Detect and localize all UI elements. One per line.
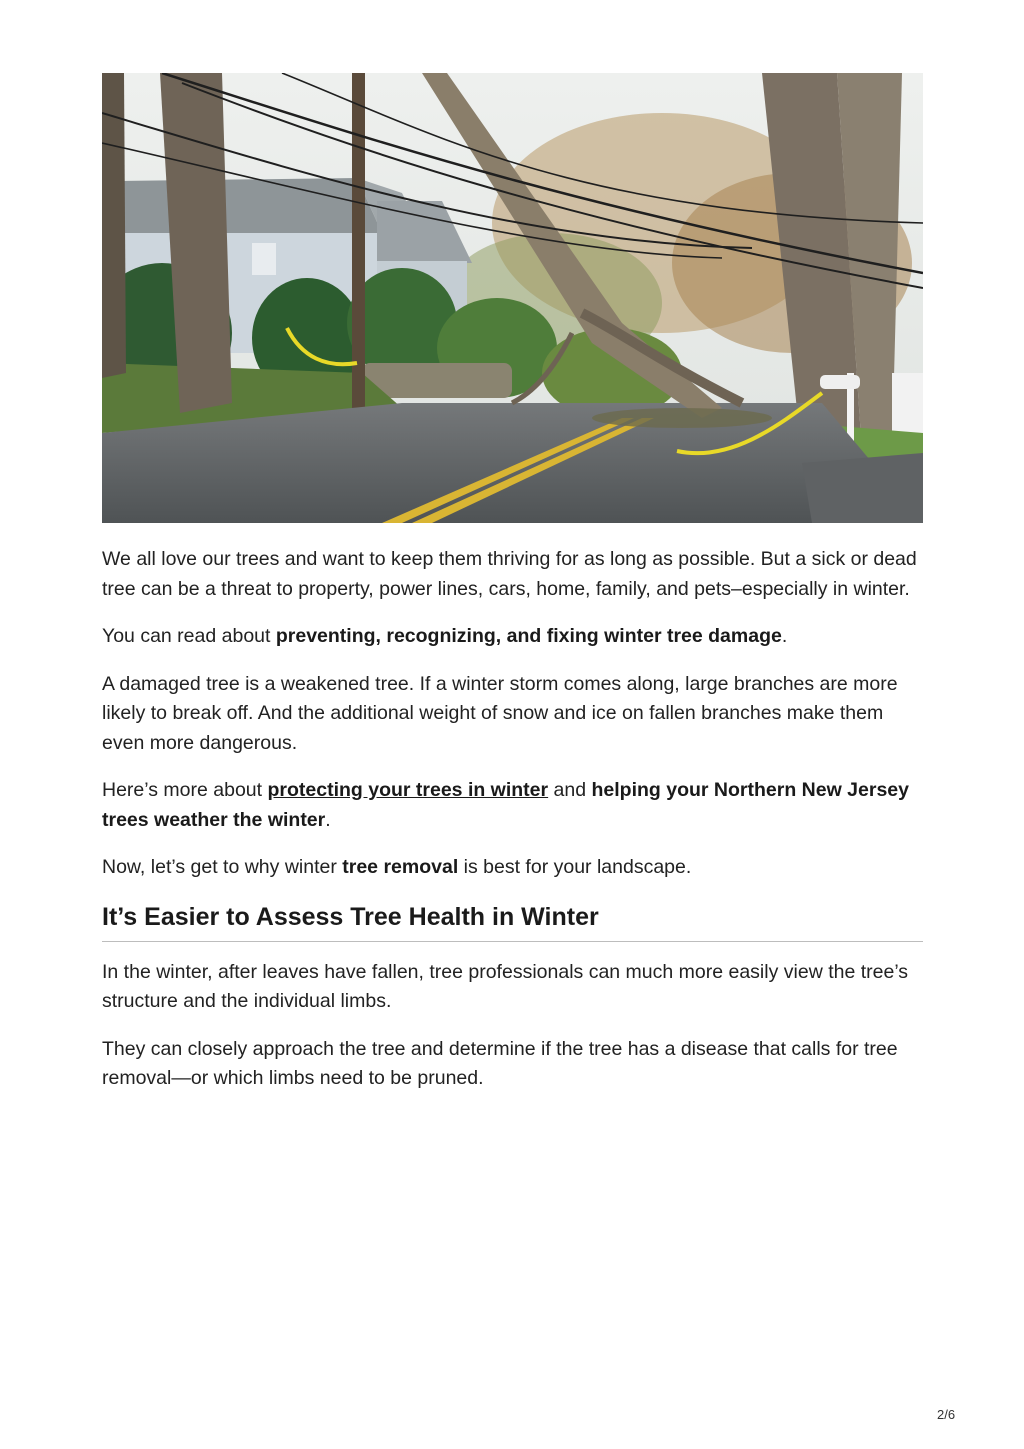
approach-tree-paragraph: They can closely approach the tree and determine if the tree has a disease that calls for tree removal—or which limbs need to be pruned. <box>102 1037 898 1089</box>
tree-removal-paragraph: Now, let’s get to why winter tree removal is best for your landscape. <box>102 856 692 878</box>
northern-nj-bold: helping your Northern New Jersey trees weather the winter <box>102 779 909 831</box>
hero-image <box>102 73 923 523</box>
protecting-trees-link[interactable]: protecting your trees in winter <box>267 779 549 801</box>
intro-paragraph: We all love our trees and want to keep them thriving for as long as possible. But a sick or dead tree can be a threat to property, power lines, cars, home, family, and pets–especially in winter. <box>102 548 917 600</box>
winter-damage-bold: preventing, recognizing, and fixing winter tree damage <box>275 625 782 647</box>
article-body <box>102 523 923 1094</box>
winter-damage-paragraph: You can read about preventing, recognizing, and fixing winter tree damage. <box>102 625 788 647</box>
more-about-paragraph: Here’s more about protecting your trees in winter and helping your Northern New Jersey trees weather the winter. <box>102 779 909 831</box>
page-number: 2/6 <box>937 1407 956 1422</box>
tree-removal-bold: tree removal <box>342 856 459 878</box>
section-heading: It’s Easier to Assess Tree Health in Winter <box>102 901 923 942</box>
document-page <box>102 73 923 1112</box>
leaves-fallen-paragraph: In the winter, after leaves have fallen, tree professionals can much more easily view the tree’s structure and the individual limbs. <box>102 960 909 1012</box>
damaged-tree-paragraph: A damaged tree is a weakened tree. If a winter storm comes along, large branches are more likely to break off. And the additional weight of snow and ice on fallen branches make them even more dangerous. <box>102 672 898 754</box>
